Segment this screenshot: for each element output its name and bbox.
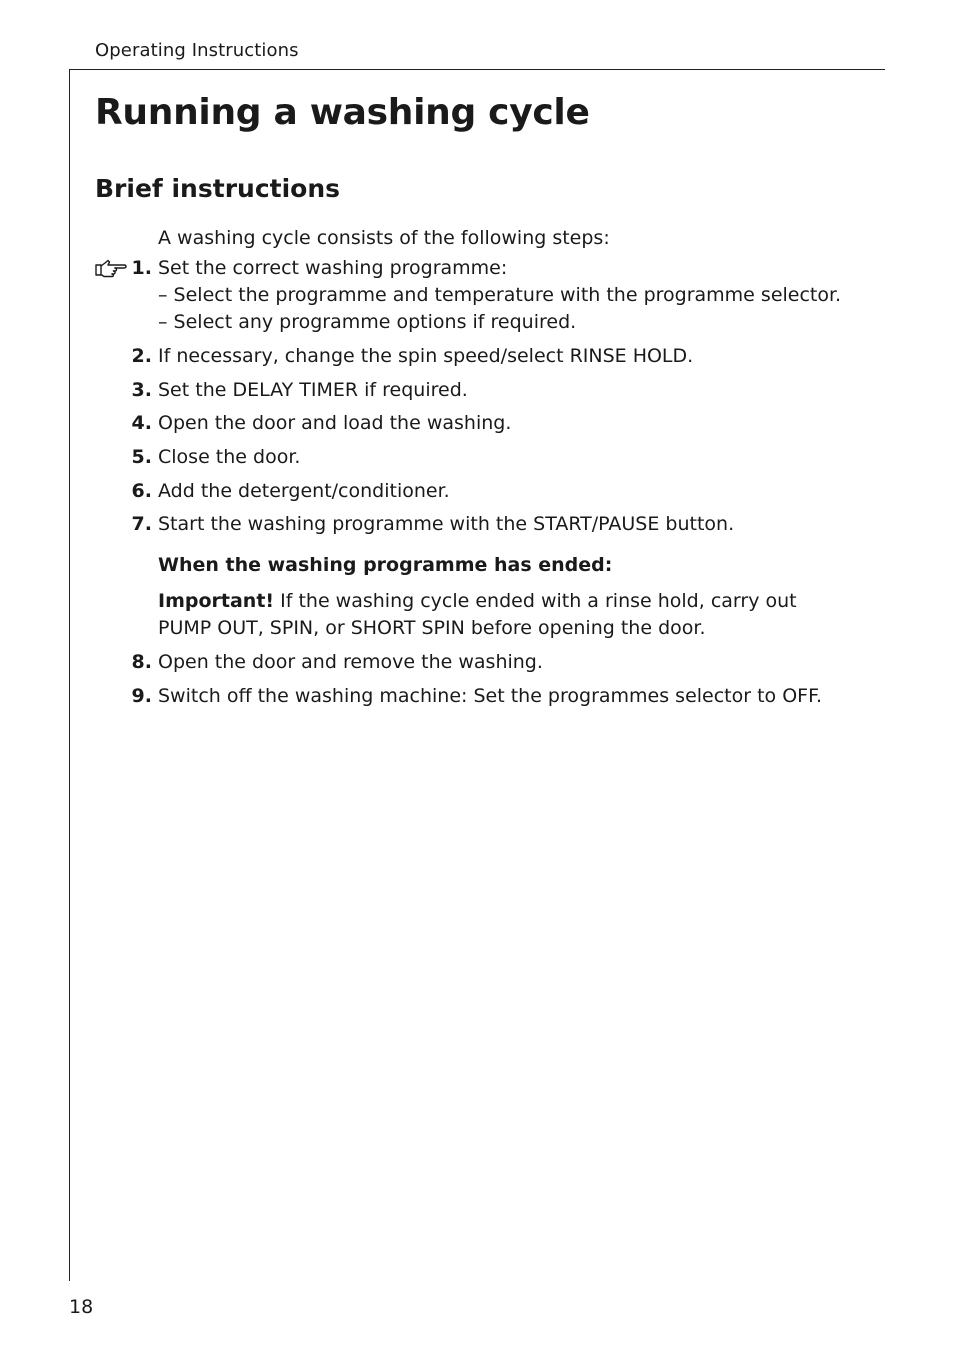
step-number: 1. bbox=[131, 257, 152, 279]
step-number: 9. bbox=[131, 685, 152, 707]
step-text: Close the door. bbox=[158, 446, 301, 468]
important-label: Important! bbox=[158, 590, 275, 612]
running-header: Operating Instructions bbox=[95, 40, 299, 61]
step-number: 2. bbox=[131, 345, 152, 367]
important-note bbox=[158, 588, 797, 615]
page-number: 18 bbox=[69, 1296, 94, 1318]
step-text: Add the detergent/conditioner. bbox=[158, 480, 450, 502]
important-text: If the washing cycle ended with a rinse hold, carry out bbox=[274, 590, 797, 612]
header-rule bbox=[69, 69, 885, 70]
page-title: Running a washing cycle bbox=[95, 92, 590, 133]
step-text: Open the door and load the washing. bbox=[158, 412, 512, 434]
step-number: 5. bbox=[131, 446, 152, 468]
step-text: If necessary, change the spin speed/select RINSE HOLD. bbox=[158, 345, 694, 367]
pointing-hand-icon bbox=[94, 258, 128, 278]
step-number: 3. bbox=[131, 379, 152, 401]
step-text: Set the correct washing programme: bbox=[158, 257, 508, 279]
step-text: Set the DELAY TIMER if required. bbox=[158, 379, 468, 401]
substep-text: – Select the programme and temperature with the programme selector. bbox=[158, 284, 842, 306]
intro-text: A washing cycle consists of the following steps: bbox=[158, 227, 610, 249]
section-title: Brief instructions bbox=[95, 174, 341, 203]
important-text: PUMP OUT, SPIN, or SHORT SPIN before opening the door. bbox=[158, 617, 706, 639]
step-number: 6. bbox=[131, 480, 152, 502]
step-text: Start the washing programme with the START/PAUSE button. bbox=[158, 513, 735, 535]
step-number: 8. bbox=[131, 651, 152, 673]
ended-heading: When the washing programme has ended: bbox=[158, 554, 613, 576]
margin-rule bbox=[69, 69, 70, 1281]
substep-text: – Select any programme options if required. bbox=[158, 311, 577, 333]
step-text: Open the door and remove the washing. bbox=[158, 651, 543, 673]
step-text: Switch off the washing machine: Set the programmes selector to OFF. bbox=[158, 685, 823, 707]
step-number: 4. bbox=[131, 412, 152, 434]
step-number: 7. bbox=[131, 513, 152, 535]
